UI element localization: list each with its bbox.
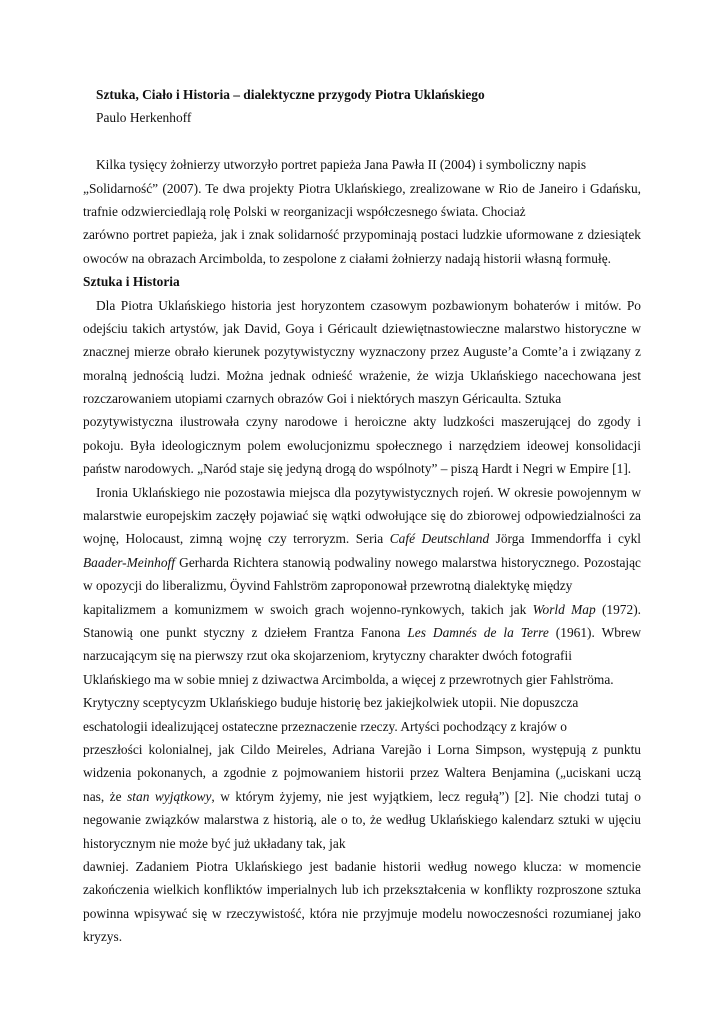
text-line: narzucającym się na pierwszy rzut oka skojarzeniom, krytyczny charakter dwóch fotografii: [83, 648, 572, 664]
text-segment: nas, że: [83, 788, 128, 804]
text-line: zarówno portret papieża, jak i znak solidarność przypominają postaci ludzkie uformowane z dziesiątek: [83, 227, 641, 243]
paragraph-irony: [83, 481, 641, 949]
text-line: trafnie odzwierciedlają rolę Polski w reorganizacji współczesnego świata. Chociaż: [83, 203, 526, 219]
text-line: Krytyczny sceptycyzm Uklańskiego buduje historię bez jakiejkolwiek utopii. Nie dopuszcza: [83, 695, 579, 711]
artwork-title: Baader-Meinhoff: [83, 554, 175, 570]
text-line: [83, 621, 641, 644]
text-line: pozytywistyczna ilustrowała czyny narodowe i heroiczne akty ludzkości maszerującej do zgody i: [83, 414, 641, 430]
text-line: widzenia pokonanych, a zgodnie z pojmowaniem historii przez Waltera Benjamina („uciskani uczą: [83, 765, 641, 781]
text-line: [83, 527, 641, 550]
document-title: Sztuka, Ciało i Historia – dialektyczne przygody Piotra Uklańskiego: [96, 87, 485, 102]
document-body: [83, 83, 641, 948]
text-line: zakończenia wielkich konfliktów imperialnych lub ich przekształcenia w konflikty rozproszone sztuka: [83, 882, 641, 898]
artwork-title: Café Deutschland: [389, 531, 490, 547]
paragraph-history: [83, 294, 641, 481]
quoted-term: stan wyjątkowy: [127, 788, 212, 804]
text-line: malarstwie europejskim zaczęły pojawiać się wątki odwołujące się do zbiorowej odpowiedzialności za: [83, 508, 641, 524]
text-segment: , w którym żyjemy, nie jest wyjątkiem, lecz regułą”) [2]. Nie chodzi tutaj o: [211, 788, 642, 804]
text-line: [83, 785, 641, 808]
text-line: kryzys.: [83, 929, 123, 945]
book-title: Les Damnés de la Terre: [407, 624, 549, 640]
text-segment: (1972).: [595, 601, 642, 617]
blank-line: [83, 130, 641, 153]
text-line: znacznej mierze obrało kierunek pozytywistyczny wyznaczony przez Auguste’a Comte’a i związany z: [83, 344, 641, 360]
text-line: powinna wpisywać się w rzeczywistość, która nie przyjmuje modelu nowoczesności rozumianej jako: [83, 905, 641, 921]
document-author: Paulo Herkenhoff: [96, 110, 192, 126]
text-line: eschatologii idealizującej ostateczne przeznaczenie rzeczy. Artyści pochodzący z krajów o: [83, 718, 567, 734]
text-line: Kilka tysięcy żołnierzy utworzyło portret papieża Jana Pawła II (2004) i symboliczny napis: [96, 157, 587, 173]
text-line: „Solidarność” (2007). Te dwa projekty Piotra Uklańskiego, zrealizowane w Rio de Janeiro i Gdańsku,: [83, 180, 641, 196]
text-line: pokoju. Była ideologicznym polem ewolucjonizmu społecznego i narzędziem ideowej konsolidacji: [83, 437, 641, 453]
text-line: przeszłości kolonialnej, jak Cildo Meireles, Adriana Varejão i Lorna Simpson, występują z punktu: [83, 741, 641, 757]
text-line: Ironia Uklańskiego nie pozostawia miejsca dla pozytywistycznych rojeń. W okresie powojennym w: [96, 484, 641, 500]
text-segment: kapitalizmem a komunizmem w swoich grach wojenno-rynkowych, takich jak: [83, 601, 533, 617]
text-line: historycznym nie może być już układany tak, jak: [83, 835, 346, 851]
section-heading: Sztuka i Historia: [83, 274, 180, 290]
text-line: [83, 551, 641, 574]
intro-paragraph: [83, 153, 641, 270]
text-line: dawniej. Zadaniem Piotra Uklańskiego jest badanie historii według nowego klucza: w momencie: [83, 858, 641, 874]
text-line: w opozycji do liberalizmu, Öyvind Fahlström zaproponował przewrotną dialektykę między: [83, 578, 573, 594]
text-segment: (1961). Wbrew: [548, 624, 641, 640]
text-segment: Gerharda Richtera stanowią podwaliny nowego malarstwa historycznego. Pozostając: [174, 554, 641, 570]
text-line: [83, 598, 641, 621]
text-line: odejściu takich artystów, jak David, Goya i Géricault dziewiętnastowieczne malarstwo historyczne w: [83, 320, 641, 336]
text-line: Uklańskiego ma w sobie mniej z dziwactwa Arcimbolda, a więcej z przewrotnych gier Fahlströma.: [83, 671, 614, 687]
text-segment: Jörga Immendorffa i cykl: [489, 531, 642, 547]
text-line: rozczarowaniem utopiami czarnych obrazów Goi i niektórych maszyn Géricaulta. Sztuka: [83, 391, 562, 407]
artwork-title: World Map: [532, 601, 596, 617]
text-line: moralną jednością ludzi. Można jednak odnieść wrażenie, że wizja Uklańskiego nacechowana jest: [83, 367, 641, 383]
text-segment: wojnę, Holocaust, zimną wojnę czy terroryzm. Seria: [83, 531, 390, 547]
text-line: negowanie związków malarstwa z historią, ale o to, że według Uklańskiego kalendarz sztuki w ujęciu: [83, 812, 641, 828]
text-line: Dla Piotra Uklańskiego historia jest horyzontem czasowym pozbawionym bohaterów i mitów. Po: [96, 297, 641, 313]
text-line: państw narodowych. „Naród staje się jedyną drogą do wspólnoty” – piszą Hardt i Negri w Empire [1].: [83, 461, 632, 477]
text-segment: Stanowią one punkt styczny z dziełem Frantza Fanona: [83, 624, 408, 640]
text-line: owoców na obrazach Arcimbolda, to zespolone z ciałami żołnierzy nadają historii własną formułę.: [83, 250, 611, 266]
